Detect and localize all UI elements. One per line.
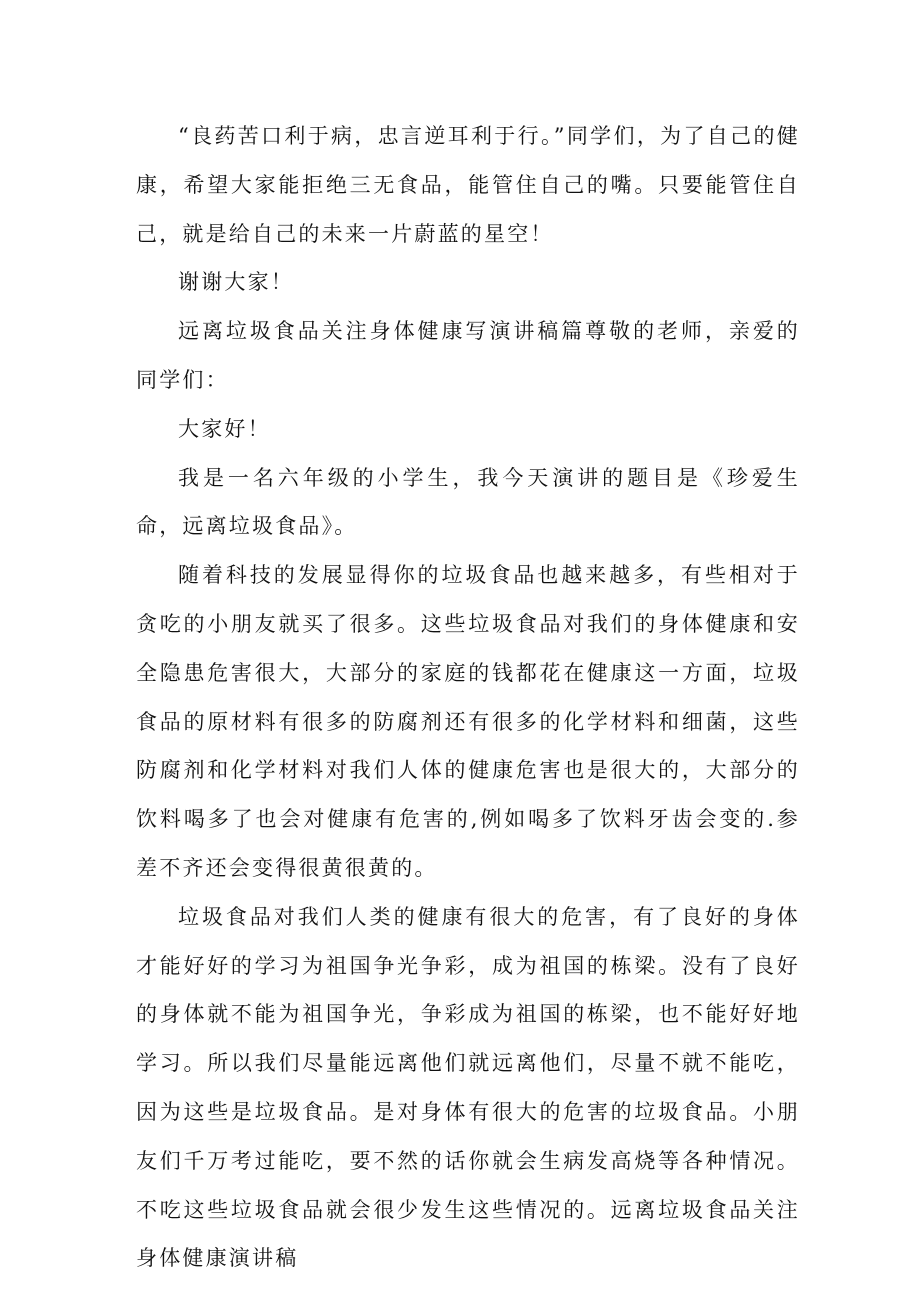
paragraph-junk-food-harm: 随着科技的发展显得你的垃圾食品也越来越多，有些相对于贪吃的小朋友就买了很多。这些垃圾食品对我们的身体健康和安全隐患危害很大，大部分的家庭的钱都花在健康这一方面，垃圾食品的原材料有很多的防腐剂还有很多的化学材料和细菌，这些防腐剂和化学材料对我们人体的健康危害也是很大的，大部分的饮料喝多了也会对健康有危害的,例如喝多了饮料牙齿会变的.参差不齐还会变得很黄很黄的。 — [136, 563, 800, 880]
paragraph-speech-title-greeting: 远离垃圾食品关注身体健康写演讲稿篇尊敬的老师，亲爱的同学们： — [136, 319, 800, 392]
paragraph-health-advice: 垃圾食品对我们人类的健康有很大的危害，有了良好的身体才能好好的学习为祖国争光争彩，成为祖国的栋梁。没有了良好的身体就不能为祖国争光，争彩成为祖国的栋梁，也不能好好地学习。所以我们尽量能远离他们就远离他们，尽量不就不能吃，因为这些是垃圾食品。是对身体有很大的危害的垃圾食品。小朋友们千万考过能吃，要不然的话你就会生病发高烧等各种情况。不吃这些垃圾食品就会很少发生这些情况的。远离垃圾食品关注身体健康演讲稿 — [136, 904, 800, 1271]
document-body — [136, 112, 800, 1283]
paragraph-thanks: 谢谢大家！ — [178, 270, 294, 295]
paragraph-hello: 大家好！ — [178, 416, 271, 441]
paragraph-introduction: 我是一名六年级的小学生，我今天演讲的题目是《珍爱生命，远离垃圾食品》。 — [136, 465, 800, 539]
paragraph-quote-conclusion: “良药苦口利于病，忠言逆耳利于行。”同学们，为了自己的健康，希望大家能拒绝三无食品，能管住自己的嘴。只要能管住自己，就是给自己的未来一片蔚蓝的星空！ — [136, 124, 800, 246]
